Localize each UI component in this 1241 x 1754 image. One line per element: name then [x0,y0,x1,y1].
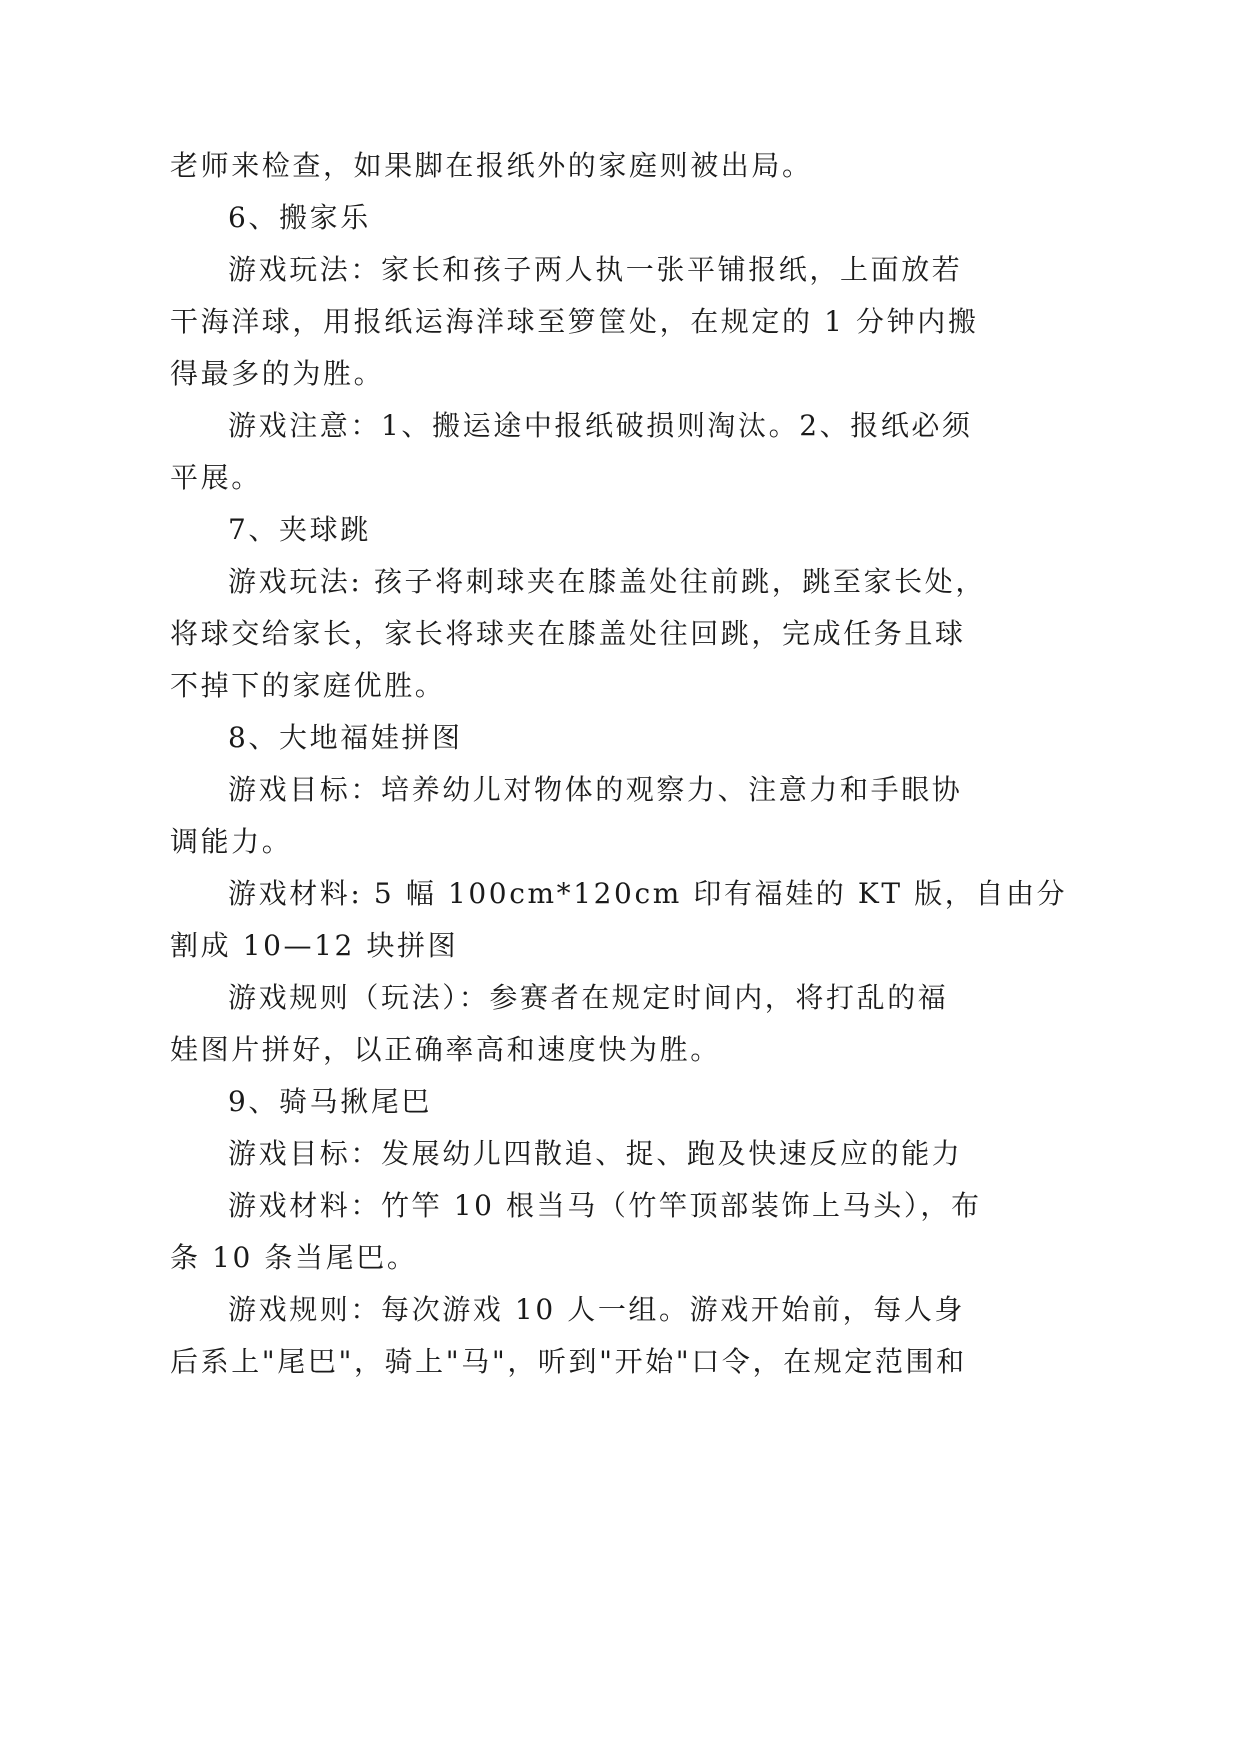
text-line: 老师来检查，如果脚在报纸外的家庭则被出局。 [170,149,813,182]
text-line: 游戏目标：发展幼儿四散追、捉、跑及快速反应的能力 [228,1137,963,1170]
text-line: 游戏玩法: 孩子将刺球夹在膝盖处往前跳，跳至家长处， [228,565,986,598]
text-line: 不掉下的家庭优胜。 [170,669,446,702]
text-line: 游戏目标：培养幼儿对物体的观察力、注意力和手眼协 [228,773,963,806]
text-line: 割成 10—12 块拼图 [170,929,459,962]
text-line: 7、夹球跳 [228,513,371,546]
text-line: 9、骑马揪尾巴 [228,1085,433,1118]
text-line: 游戏规则：每次游戏 10 人一组。游戏开始前，每人身 [228,1293,966,1326]
text-line: 条 10 条当尾巴。 [170,1241,418,1274]
text-line: 游戏材料：竹竿 10 根当马（竹竿顶部装饰上马头），布 [228,1189,982,1222]
document-body [170,140,1068,1388]
text-line: 8、大地福娃拼图 [228,721,463,754]
text-line: 游戏材料: 5 幅 100cm*120cm 印有福娃的 KT 版，自由分 [228,877,1068,910]
text-line: 得最多的为胜。 [170,357,385,390]
text-line: 调能力。 [170,825,293,858]
text-line: 6、搬家乐 [228,201,371,234]
text-line: 游戏注意：1、搬运途中报纸破损则淘汰。2、报纸必须 [228,409,973,442]
text-line: 游戏规则（玩法）：参赛者在规定时间内，将打乱的福 [228,981,949,1014]
text-line: 平展。 [170,461,262,494]
text-line: 将球交给家长，家长将球夹在膝盖处往回跳，完成任务且球 [170,617,966,650]
text-line: 后系上"尾巴"，骑上"马"，听到"开始"口令，在规定范围和 [170,1345,967,1378]
text-line: 干海洋球，用报纸运海洋球至箩筐处，在规定的 1 分钟内搬 [170,305,979,338]
text-line: 游戏玩法：家长和孩子两人执一张平铺报纸，上面放若 [228,253,963,286]
text-line: 娃图片拼好，以正确率高和速度快为胜。 [170,1033,721,1066]
